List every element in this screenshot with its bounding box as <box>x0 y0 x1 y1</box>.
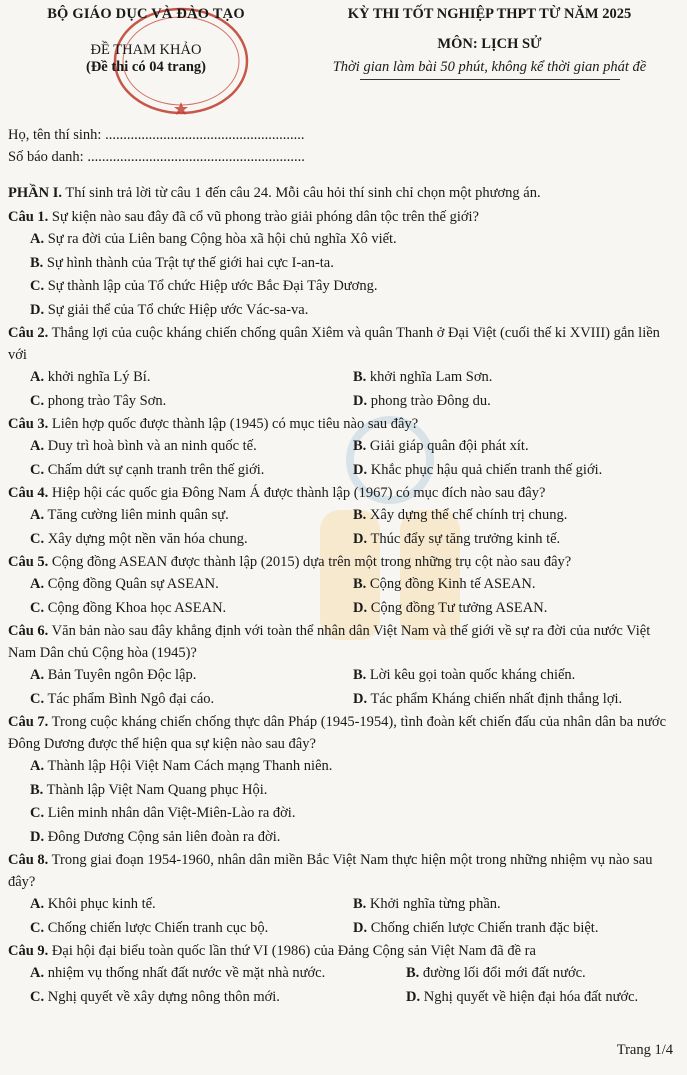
option-key: D. <box>30 301 45 318</box>
option-text: Sự giải thể của Tổ chức Hiệp ước Vác-sa-va. <box>44 301 309 318</box>
option-d[interactable] <box>8 826 676 850</box>
option-d[interactable] <box>8 299 676 323</box>
option-a[interactable] <box>30 573 353 597</box>
option-key: D. <box>353 919 368 936</box>
option-key: A. <box>30 507 45 523</box>
option-text: Tác phẩm Kháng chiến nhất định thắng lợi. <box>367 690 623 707</box>
question-2 <box>8 322 676 413</box>
option-key: B. <box>353 369 367 385</box>
question-label: Câu 3. <box>8 416 49 432</box>
question-4 <box>8 482 676 551</box>
option-a[interactable] <box>30 366 353 390</box>
option-a[interactable] <box>8 755 676 779</box>
name-field[interactable] <box>8 124 305 146</box>
option-text: Cộng đồng Khoa học ASEAN. <box>44 599 227 616</box>
question-text: Đại hội đại biểu toàn quốc lần thứ VI (1986) của Đảng Cộng sản Việt Nam đã đề ra <box>48 943 536 959</box>
option-key: D. <box>406 988 421 1005</box>
option-text: Cộng đồng Quân sự ASEAN. <box>44 576 219 592</box>
option-d[interactable] <box>353 528 560 552</box>
part-label: PHẦN I. <box>8 185 62 201</box>
option-a[interactable] <box>8 228 676 252</box>
question-text: Cộng đồng ASEAN được thành lập (2015) dựa trên một trong những trụ cột nào sau đây? <box>48 554 572 570</box>
option-key: C. <box>30 461 45 478</box>
option-text: Chống chiến lược Chiến tranh cục bộ. <box>44 919 269 936</box>
option-d[interactable] <box>353 459 602 483</box>
question-7 <box>8 711 676 849</box>
option-text: phong trào Tây Sơn. <box>44 392 167 409</box>
part-instruction <box>8 182 676 204</box>
option-c[interactable] <box>30 688 353 712</box>
option-d[interactable] <box>353 597 547 621</box>
question-text: Trong giai đoạn 1954-1960, nhân dân miền Bắc Việt Nam thực hiện một trong những nhiệm vụ nào sau đây? <box>8 852 653 890</box>
question-label: Câu 7. <box>8 714 49 730</box>
option-key: C. <box>30 690 45 707</box>
option-c[interactable] <box>30 986 406 1010</box>
id-label: Số báo danh: <box>8 149 84 165</box>
id-dots: ............................................................ <box>87 149 305 165</box>
option-a[interactable] <box>30 504 353 528</box>
subject-title: MÔN: LỊCH SỬ <box>437 36 542 52</box>
option-text: Nghị quyết về hiện đại hóa đất nước. <box>420 988 639 1005</box>
option-text: Thúc đẩy sự tăng trưởng kinh tế. <box>367 530 561 547</box>
option-key: A. <box>30 667 45 683</box>
option-text: Xây dựng thể chế chính trị chung. <box>366 507 568 523</box>
option-key: C. <box>30 919 45 936</box>
option-text: Chấm dứt sự cạnh tranh trên thế giới. <box>44 461 265 478</box>
question-5 <box>8 551 676 620</box>
option-key: C. <box>30 530 45 547</box>
option-key: B. <box>353 507 367 523</box>
header-left <box>0 6 292 76</box>
question-label: Câu 4. <box>8 485 49 501</box>
option-key: D. <box>353 392 368 409</box>
option-d[interactable] <box>353 688 622 712</box>
option-text: khởi nghĩa Lam Sơn. <box>366 369 493 385</box>
candidate-fields <box>8 124 305 168</box>
question-label: Câu 8. <box>8 852 49 868</box>
question-text: Sự kiện nào sau đây đã cổ vũ phong trào giải phóng dân tộc trên thế giới? <box>48 209 479 225</box>
header-right <box>292 6 687 80</box>
option-key: C. <box>30 392 45 409</box>
page-number: Trang 1/4 <box>616 1042 673 1058</box>
option-a[interactable] <box>30 893 353 917</box>
option-c[interactable] <box>30 459 353 483</box>
exam-title: KỲ THI TỐT NGHIỆP THPT TỪ NĂM 2025 <box>347 6 632 22</box>
option-text: Liên minh nhân dân Việt-Miên-Lào ra đời. <box>44 805 296 821</box>
option-text: Thành lập Việt Nam Quang phục Hội. <box>43 781 268 798</box>
option-key: C. <box>30 599 45 616</box>
option-text: Sự thành lập của Tổ chức Hiệp ước Bắc Đại Tây Dương. <box>44 278 378 294</box>
question-text: Hiệp hội các quốc gia Đông Nam Á được thành lập (1967) có mục đích nào sau đây? <box>48 485 546 501</box>
option-c[interactable] <box>8 275 676 299</box>
option-key: D. <box>353 599 368 616</box>
option-key: A. <box>30 369 45 385</box>
option-key: B. <box>353 438 367 454</box>
part-text: Thí sinh trả lời từ câu 1 đến câu 24. Mỗi câu hỏi thí sinh chỉ chọn một phương án. <box>61 185 541 201</box>
option-c[interactable] <box>30 390 353 414</box>
doc-label: ĐỀ THAM KHẢO <box>90 42 202 58</box>
option-text: Cộng đồng Tư tưởng ASEAN. <box>367 599 548 616</box>
option-text: Chống chiến lược Chiến tranh đặc biệt. <box>367 919 599 936</box>
option-key: B. <box>353 896 367 912</box>
option-key: D. <box>353 530 368 547</box>
question-text: Liên hợp quốc được thành lập (1945) có mục tiêu nào sau đây? <box>48 416 419 432</box>
option-key: A. <box>30 576 45 592</box>
option-key: D. <box>353 690 368 707</box>
option-key: B. <box>406 965 420 981</box>
option-key: A. <box>30 438 45 454</box>
option-d[interactable] <box>353 390 491 414</box>
option-key: A. <box>30 758 45 774</box>
option-key: D. <box>30 828 45 845</box>
header-rule <box>360 79 620 80</box>
ministry-name: BỘ GIÁO DỤC VÀ ĐÀO TẠO <box>47 6 245 22</box>
option-text: Duy trì hoà bình và an ninh quốc tế. <box>44 438 257 454</box>
option-key: C. <box>30 988 45 1005</box>
option-b[interactable] <box>8 252 676 276</box>
name-dots: ....................................................... <box>105 127 305 143</box>
question-8 <box>8 849 676 940</box>
option-b[interactable] <box>353 504 567 528</box>
option-key: A. <box>30 896 45 912</box>
option-key: A. <box>30 965 45 981</box>
question-text: Thắng lợi của cuộc kháng chiến chống quân Xiêm và quân Thanh ở Đại Việt (cuối thế kỉ XVIII) gắn liền với <box>8 325 660 363</box>
question-9 <box>8 940 676 1009</box>
option-c[interactable] <box>30 597 353 621</box>
name-label: Họ, tên thí sinh: <box>8 127 102 143</box>
id-field[interactable] <box>8 146 305 168</box>
option-key: B. <box>353 667 367 683</box>
option-text: đường lối đổi mới đất nước. <box>419 965 586 981</box>
option-text: Tác phẩm Bình Ngô đại cáo. <box>44 690 215 707</box>
option-b[interactable] <box>353 893 501 917</box>
page-count-note: (Đề thi có 04 trang) <box>85 59 206 75</box>
option-d[interactable] <box>406 986 638 1010</box>
option-key: A. <box>30 231 45 247</box>
option-a[interactable] <box>30 664 353 688</box>
option-text: nhiệm vụ thống nhất đất nước về mặt nhà nước. <box>44 965 326 981</box>
option-b[interactable] <box>353 435 529 459</box>
option-key: B. <box>30 781 44 798</box>
option-text: Tăng cường liên minh quân sự. <box>44 507 229 523</box>
question-3 <box>8 413 676 482</box>
option-c[interactable] <box>30 528 353 552</box>
option-key: D. <box>353 461 368 478</box>
option-text: Giải giáp quân đội phát xít. <box>366 438 529 454</box>
option-text: Đông Dương Cộng sản liên đoàn ra đời. <box>44 828 281 845</box>
question-text: Trong cuộc kháng chiến chống thực dân Pháp (1945-1954), tình đoàn kết chiến đấu của nhân dân ba nước Đông Dương được thể hiện qua sự kiện nào sau đây? <box>8 714 667 752</box>
question-label: Câu 2. <box>8 325 49 341</box>
question-label: Câu 5. <box>8 554 49 570</box>
option-text: Xây dựng một nền văn hóa chung. <box>44 530 248 547</box>
time-note: Thời gian làm bài 50 phút, không kể thời gian phát đề <box>332 59 647 75</box>
option-d[interactable] <box>353 917 598 941</box>
option-text: Nghị quyết về xây dựng nông thôn mới. <box>44 988 280 1005</box>
question-label: Câu 1. <box>8 209 49 225</box>
option-text: Thành lập Hội Việt Nam Cách mạng Thanh niên. <box>44 758 333 774</box>
option-b[interactable] <box>8 779 676 803</box>
option-b[interactable] <box>353 664 575 688</box>
option-key: C. <box>30 805 45 821</box>
option-text: Khắc phục hậu quả chiến tranh thế giới. <box>367 461 603 478</box>
option-b[interactable] <box>353 573 535 597</box>
question-1 <box>8 206 676 322</box>
option-a[interactable] <box>30 435 353 459</box>
question-label: Câu 9. <box>8 943 49 959</box>
option-key: B. <box>30 254 44 271</box>
option-key: C. <box>30 278 45 294</box>
question-6 <box>8 620 676 711</box>
option-text: Lời kêu gọi toàn quốc kháng chiến. <box>366 667 576 683</box>
option-text: Khôi phục kinh tế. <box>44 896 156 912</box>
option-text: Sự hình thành của Trật tự thế giới hai cực I-an-ta. <box>43 254 334 271</box>
option-text: khởi nghĩa Lý Bí. <box>44 369 151 385</box>
questions-area <box>8 182 676 1009</box>
option-b[interactable] <box>353 366 492 390</box>
question-label: Câu 6. <box>8 623 49 639</box>
option-text: Bản Tuyên ngôn Độc lập. <box>44 667 197 683</box>
option-b[interactable] <box>406 962 586 986</box>
option-text: phong trào Đông du. <box>367 392 491 409</box>
option-text: Sự ra đời của Liên bang Cộng hòa xã hội chủ nghĩa Xô viết. <box>44 231 397 247</box>
option-text: Cộng đồng Kinh tế ASEAN. <box>366 576 536 592</box>
option-key: B. <box>353 576 367 592</box>
question-text: Văn bản nào sau đây khẳng định với toàn thể nhân dân Việt Nam và thế giới về sự ra đời của nước Việt Nam Dân chủ Cộng hòa (1945)? <box>8 623 651 661</box>
option-a[interactable] <box>30 962 406 986</box>
option-c[interactable] <box>30 917 353 941</box>
option-c[interactable] <box>8 802 676 826</box>
option-text: Khởi nghĩa từng phần. <box>366 896 501 912</box>
